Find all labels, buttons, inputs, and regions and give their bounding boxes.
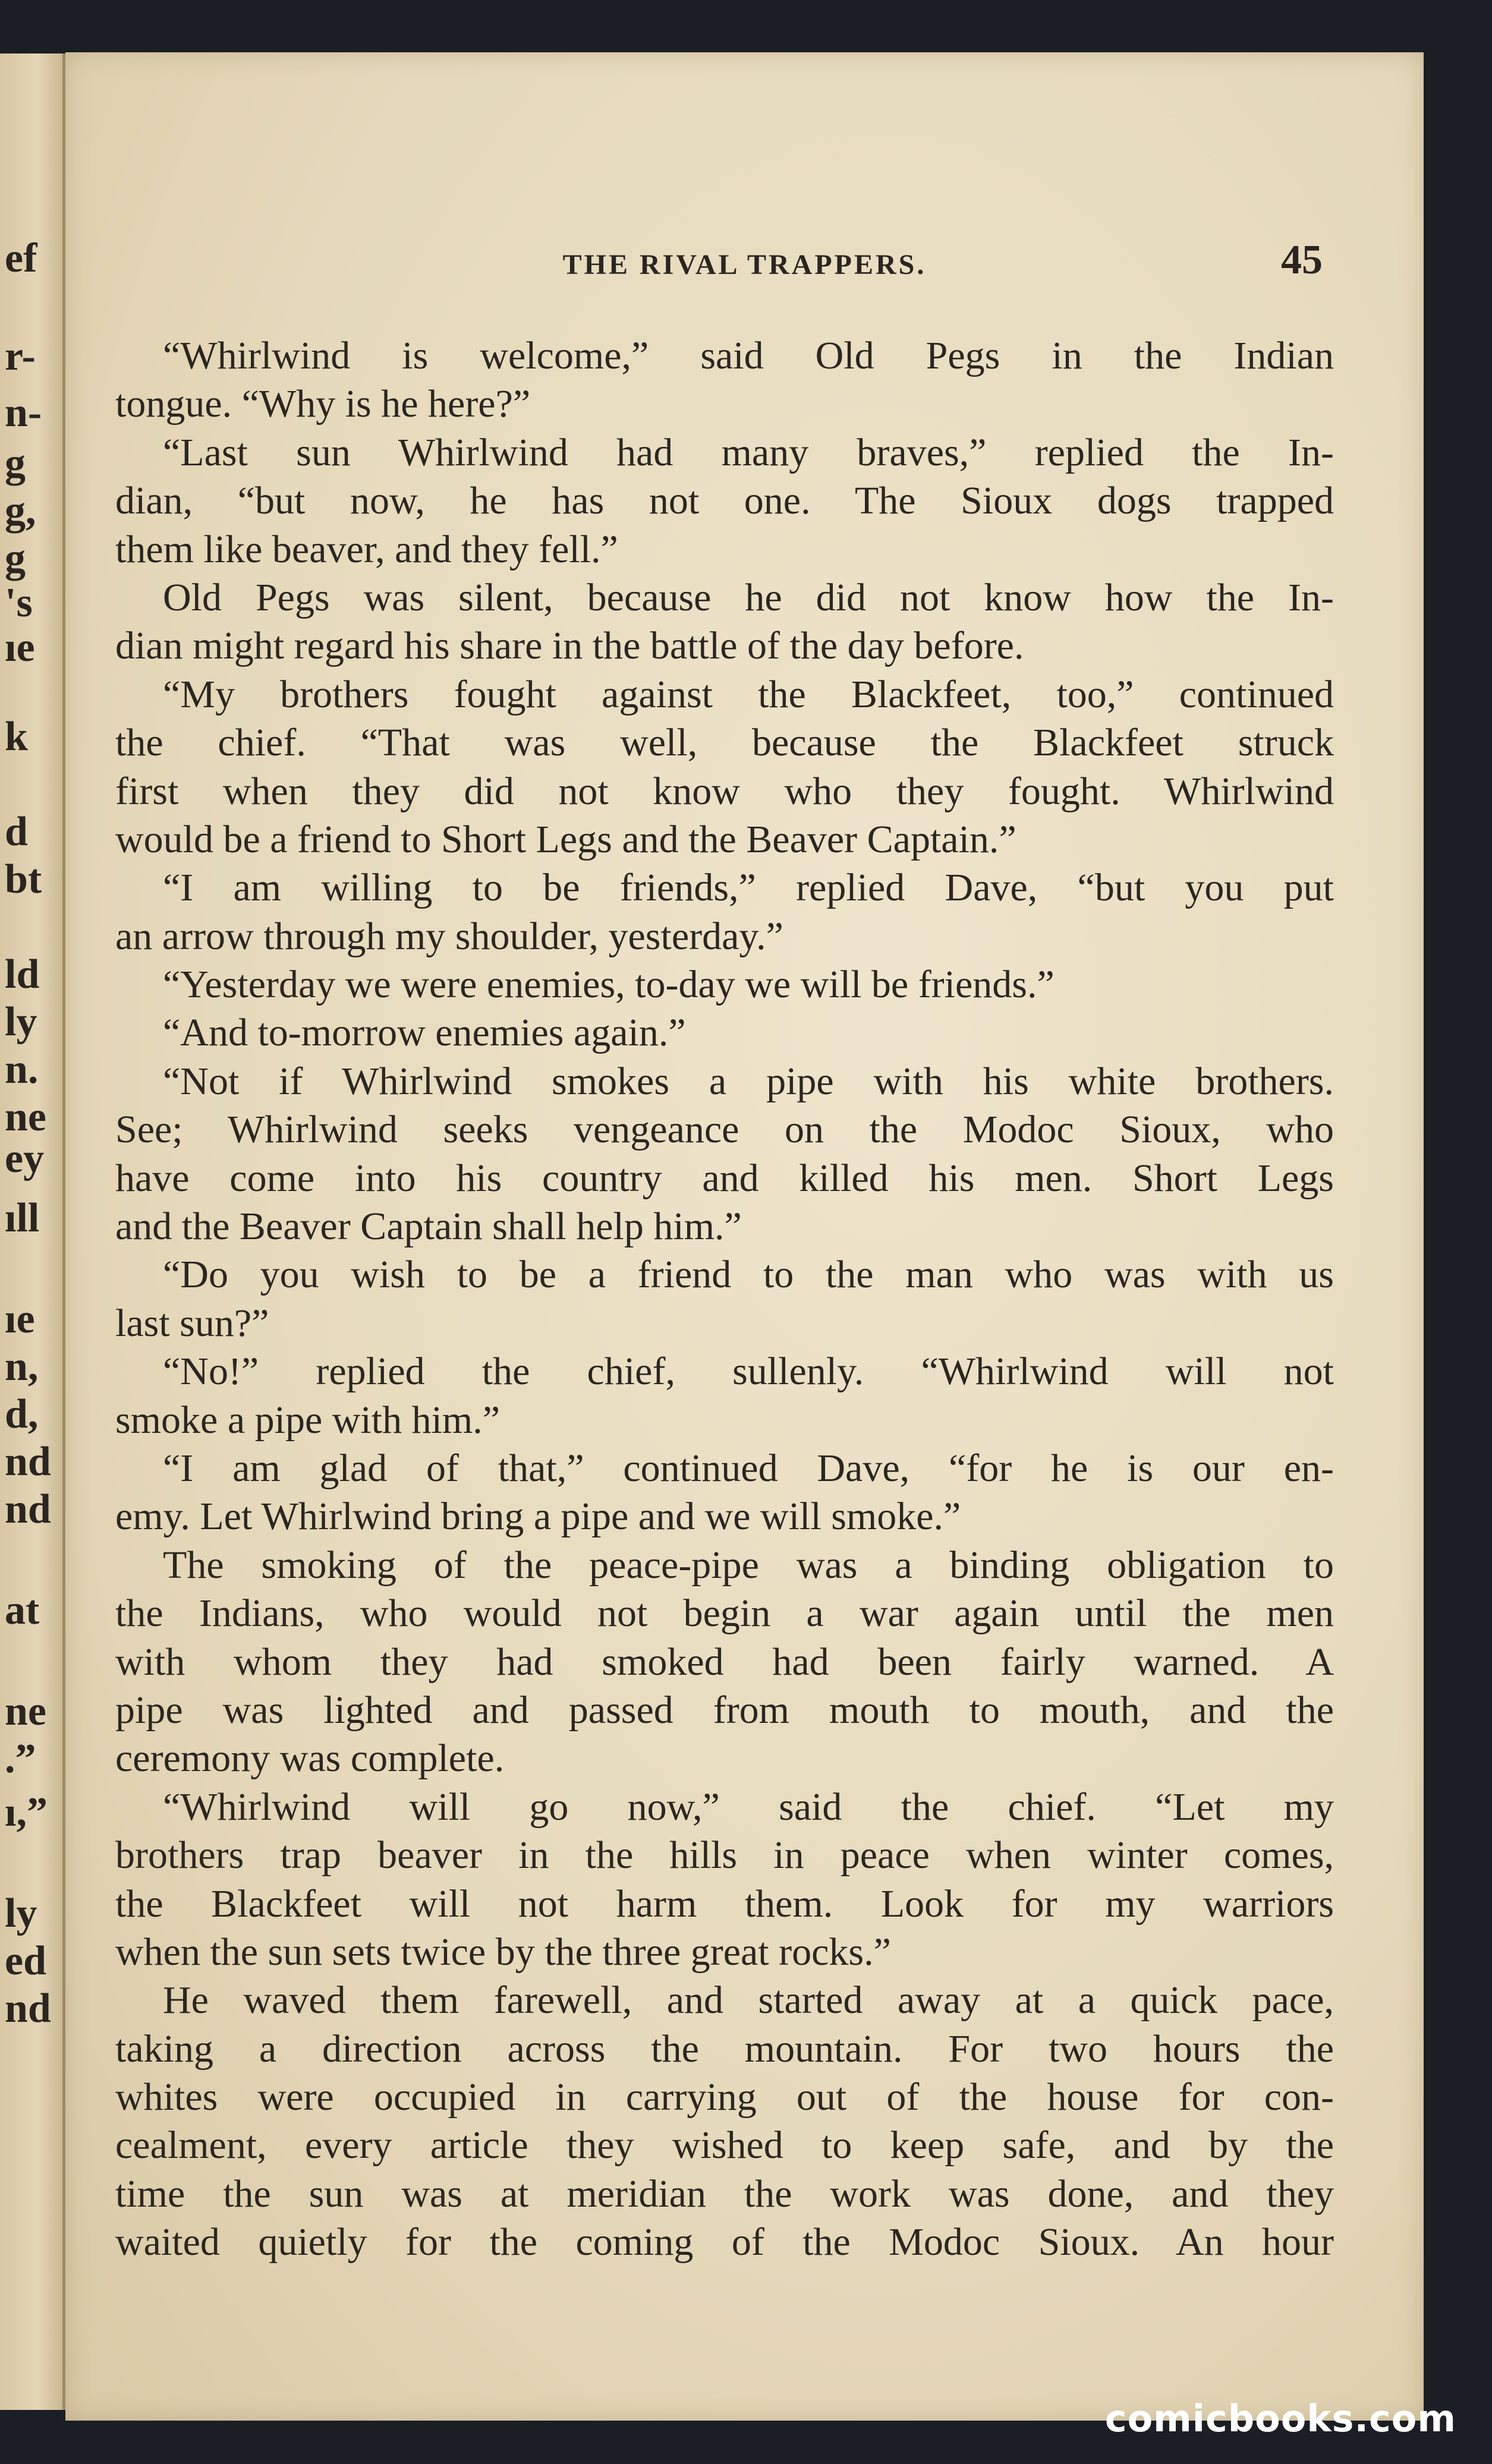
text-line: dian, “but now, he has not one. The Sioux dogs trapped (115, 479, 1334, 523)
text-line: taking a direction across the mountain. For two hours the (115, 2027, 1334, 2071)
facing-page-fragment: ly (5, 1890, 37, 1936)
text-line: last sun?” (115, 1301, 269, 1345)
facing-page-fragment: d, (5, 1391, 39, 1437)
text-line: “No!” replied the chief, sullenly. “Whirlwind will not (163, 1350, 1334, 1394)
text-line: them like beaver, and they fell.” (115, 527, 618, 571)
facing-page-fragment: ıe (5, 1296, 35, 1342)
facing-page-fragment: ly (5, 999, 37, 1045)
text-line: an arrow through my shoulder, yesterday.” (115, 914, 783, 958)
text-line: “Last sun Whirlwind had many braves,” replied the In- (163, 430, 1334, 474)
facing-page-fragment: bt (5, 856, 42, 902)
page-number: 45 (1281, 237, 1323, 283)
text-line: The smoking of the peace-pipe was a binding obligation to (163, 1543, 1334, 1587)
text-line: “Do you wish to be a friend to the man who was with us (163, 1253, 1334, 1297)
body-text (115, 332, 1334, 2267)
text-line: “Not if Whirlwind smokes a pipe with his white brothers. (163, 1059, 1334, 1103)
facing-page-fragment: k (5, 714, 28, 760)
text-line: with whom they had smoked had been fairly warned. A (115, 1640, 1334, 1684)
facing-page-fragment: nd (5, 1986, 51, 2031)
watermark: comicbooks.com (1104, 2397, 1456, 2440)
text-line: emy. Let Whirlwind bring a pipe and we will smoke.” (115, 1495, 961, 1539)
facing-page-fragment: ıe (5, 625, 35, 670)
text-line: He waved them farewell, and started away at a quick pace, (163, 1978, 1334, 2022)
text-line: “Yesterday we were enemies, to-day we will be friends.” (163, 963, 1055, 1007)
text-line: cealment, every article they wished to keep safe, and by the (115, 2123, 1334, 2167)
facing-page-fragment: n- (5, 390, 42, 436)
facing-page-fragment: ey (5, 1136, 45, 1181)
facing-page-fragment: n. (5, 1047, 39, 1092)
text-line: time the sun was at meridian the work was done, and they (115, 2172, 1334, 2216)
text-line: “Whirlwind will go now,” said the chief. “Let my (163, 1785, 1334, 1829)
text-line: the chief. “That was well, because the Blackfeet struck (115, 721, 1334, 765)
text-line: “My brothers fought against the Blackfeet, too,” continued (163, 672, 1334, 716)
text-line: Old Pegs was silent, because he did not know how the In- (163, 575, 1334, 619)
facing-page-fragment: ı,” (5, 1789, 48, 1835)
text-line: pipe was lighted and passed from mouth to mouth, and the (115, 1688, 1334, 1732)
text-line: have come into his country and killed his men. Short Legs (115, 1156, 1334, 1200)
facing-page-fragment: 's (5, 580, 33, 626)
facing-page-fragment: nd (5, 1486, 51, 1532)
facing-page-fragment: ıll (5, 1195, 40, 1241)
text-line: See; Whirlwind seeks vengeance on the Modoc Sioux, who (115, 1108, 1334, 1152)
facing-page-fragment: g (5, 535, 26, 581)
text-line: when the sun sets twice by the three great rocks.” (115, 1930, 891, 1974)
facing-page-fragment: .” (5, 1736, 36, 1782)
facing-page-fragment: ld (5, 951, 40, 997)
running-head: THE RIVAL TRAPPERS. (562, 249, 927, 281)
text-line: the Indians, who would not begin a war again until the men (115, 1592, 1334, 1636)
text-line: “And to-morrow enemies again.” (163, 1011, 686, 1055)
text-line: the Blackfeet will not harm them. Look for my warriors (115, 1882, 1334, 1926)
text-line: “Whirlwind is welcome,” said Old Pegs in the Indian (163, 334, 1334, 377)
facing-page-fragment: ed (5, 1938, 46, 1984)
text-line: smoke a pipe with him.” (115, 1398, 501, 1442)
facing-page-fragment: n, (5, 1344, 39, 1389)
text-line: first when they did not know who they fought. Whirlwind (115, 769, 1334, 813)
facing-page-edge (0, 53, 66, 2410)
facing-page-fragment: ne (5, 1688, 46, 1734)
facing-page-fragment: nd (5, 1439, 51, 1485)
facing-page-fragment: d (5, 809, 28, 855)
book-page (65, 52, 1424, 2421)
facing-page-fragment: g, (5, 488, 36, 534)
text-line: ceremony was complete. (115, 1737, 505, 1781)
text-line: waited quietly for the coming of the Modoc Sioux. An hour (115, 2220, 1334, 2264)
text-line: dian might regard his share in the battle of the day before. (115, 624, 1024, 668)
text-line: and the Beaver Captain shall help him.” (115, 1205, 742, 1249)
text-line: whites were occupied in carrying out of the house for con- (115, 2075, 1334, 2119)
text-line: would be a friend to Short Legs and the Beaver Captain.” (115, 817, 1016, 861)
facing-page-fragment: at (5, 1587, 40, 1633)
facing-page-fragment: ef (5, 235, 37, 281)
facing-page-fragment: r- (5, 333, 36, 379)
facing-page-fragment: ne (5, 1094, 46, 1140)
text-line: brothers trap beaver in the hills in peace when winter comes, (115, 1833, 1334, 1877)
text-line: tongue. “Why is he here?” (115, 382, 531, 426)
text-line: “I am willing to be friends,” replied Dave, “but you put (163, 866, 1334, 910)
text-line: “I am glad of that,” continued Dave, “for he is our en- (163, 1446, 1334, 1490)
facing-page-fragment: g (5, 440, 26, 486)
